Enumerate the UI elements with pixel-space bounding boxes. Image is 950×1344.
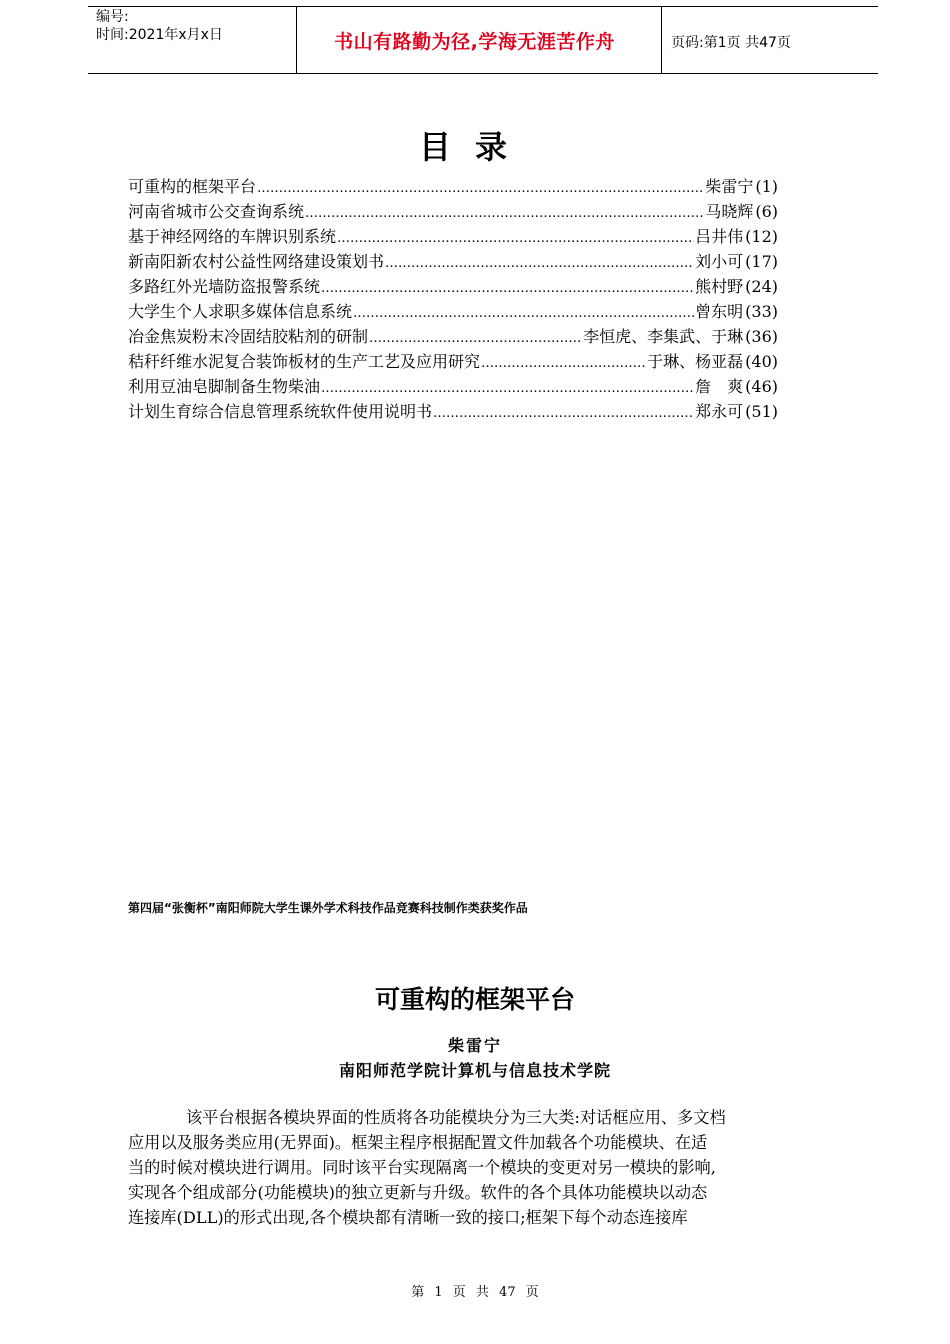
contest-caption: 第四届“张衡杯”南阳师院大学生课外学术科技作品竞赛科技制作类获奖作品 [128,901,528,915]
toc-entry-author: 吕井伟 [695,227,744,246]
toc-leader-dots [321,377,694,396]
toc-entry-author: 詹 爽 [695,377,744,396]
toc-leader-dots [257,177,704,196]
toc-entry-author: 刘小可 [695,252,744,271]
toc-entry[interactable] [128,399,778,424]
toc-entry-title: 基于神经网络的车牌识别系统 [128,227,337,246]
toc-entry-title: 可重构的框架平台 [128,177,257,196]
serial-label: 编号: [96,9,129,25]
toc-leader-dots [481,352,646,371]
toc-entry-author: 柴雷宁 [705,177,754,196]
toc-entry-title: 新南阳新农村公益性网络建设策划书 [128,252,385,271]
toc-entry[interactable] [128,374,778,399]
toc-leader-dots [369,327,582,346]
toc-entry[interactable] [128,274,778,299]
toc-entry-author: 于琳、杨亚磊 [647,352,744,371]
body-line: 该平台根据各模块界面的性质将各功能模块分为三大类:对话框应用、多文档 [186,1108,726,1127]
toc-entry-page: (24) [745,277,778,296]
toc-leader-dots [305,202,704,221]
toc-entry-page: (17) [745,252,778,271]
toc-entry-page: (1) [755,177,778,196]
toc-entry-title: 冶金焦炭粉末冷固结胶粘剂的研制 [128,327,369,346]
toc-entry-author: 马晓辉 [705,202,754,221]
page-header [88,6,878,74]
toc-leader-dots [321,277,694,296]
body-line: 连接库(DLL)的形式出现,各个模块都有清晰一致的接口;框架下每个动态连接库 [128,1208,688,1227]
toc-entry-author: 郑永可 [695,402,744,421]
body-line: 实现各个组成部分(功能模块)的独立更新与升级。软件的各个具体功能模块以动态 [128,1183,708,1202]
toc-entry-page: (12) [745,227,778,246]
header-page-info: 页码:第1页 共47页 [671,35,791,51]
toc-entry[interactable] [128,199,778,224]
article-title: 可重构的框架平台 [374,985,575,1014]
toc-leader-dots [353,302,694,321]
header-motto-cell [288,7,662,73]
header-meta-cell [88,7,297,73]
toc-entry[interactable] [128,349,778,374]
body-line: 当的时候对模块进行调用。同时该平台实现隔离一个模块的变更对另一模块的影响, [128,1158,716,1177]
article-body [128,1105,838,1230]
header-motto: 书山有路勤为径,学海无涯苦作舟 [334,31,615,53]
header-page-cell [661,7,878,73]
toc-entry-title: 大学生个人求职多媒体信息系统 [128,302,353,321]
toc-entry-title: 秸秆纤维水泥复合装饰板材的生产工艺及应用研究 [128,352,481,371]
toc-entry-author: 熊村野 [695,277,744,296]
date-label: 时间:2021年x月x日 [96,27,223,43]
page-footer: 第 1 页 共 47 页 [411,1285,539,1300]
toc-entry[interactable] [128,224,778,249]
toc-entry-page: (51) [745,402,778,421]
toc-leader-dots [337,227,694,246]
body-line: 应用以及服务类应用(无界面)。框架主程序根据配置文件加载各个功能模块、在适 [128,1133,708,1152]
toc-entry-title: 计划生育综合信息管理系统软件使用说明书 [128,402,433,421]
toc-entry-page: (40) [745,352,778,371]
article-institution: 南阳师范学院计算机与信息技术学院 [338,1061,611,1080]
toc-entry-author: 曾东明 [695,302,744,321]
toc-entry-title: 河南省城市公交查询系统 [128,202,305,221]
toc-entry[interactable] [128,324,778,349]
toc-entry-title: 利用豆油皂脚制备生物柴油 [128,377,321,396]
toc-entry-title: 多路红外光墙防盗报警系统 [128,277,321,296]
toc-leader-dots [433,402,694,421]
toc-entry-author: 李恒虎、李集武、于琳 [583,327,744,346]
toc-entry-page: (33) [745,302,778,321]
toc-entry[interactable] [128,249,778,274]
toc-entry[interactable] [128,299,778,324]
table-of-contents [128,174,778,424]
toc-entry-page: (36) [745,327,778,346]
toc-leader-dots [385,252,694,271]
toc-entry[interactable] [128,174,778,199]
article-author: 柴雷宁 [447,1036,502,1055]
toc-entry-page: (46) [745,377,778,396]
toc-entry-page: (6) [755,202,778,221]
toc-title: 目录 [418,128,531,166]
